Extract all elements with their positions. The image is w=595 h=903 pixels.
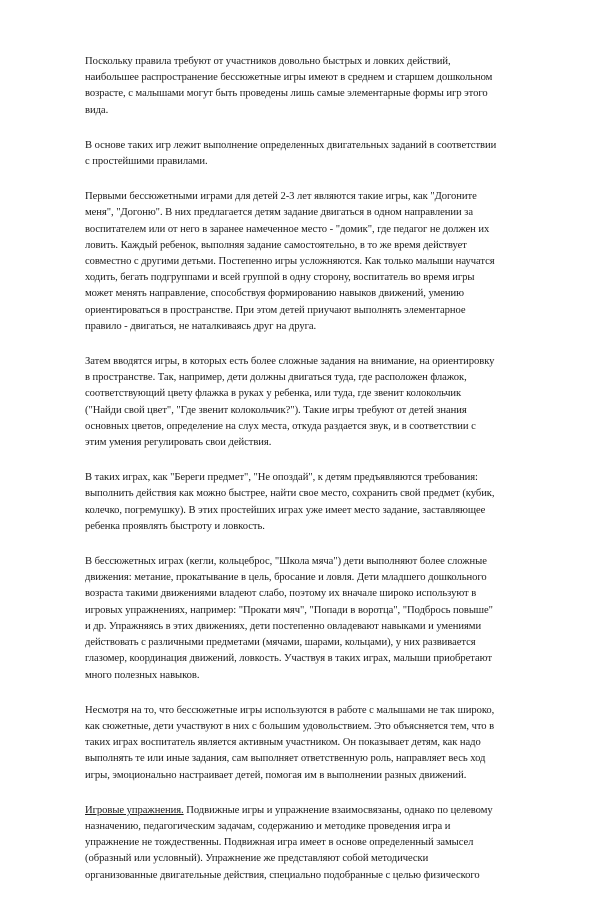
paragraph-2 <box>85 138 553 170</box>
paragraph-1 <box>85 54 553 119</box>
text-line: Затем вводятся игры, в которых есть более сложные задания на внимание, на ориентировку <box>85 356 495 368</box>
text-line: этим умения регулировать свои действия. <box>85 437 272 449</box>
text-line: глазомер, координация движений, ловкость. Участвуя в таких играх, малыши приобретают <box>85 653 492 665</box>
text-line: с простейшими правилами. <box>85 156 208 168</box>
text-line: В таких играх, как "Береги предмет", "Не опоздай", к детям предъявляются требования: <box>85 472 478 484</box>
text-line: игры, эмоционально настраивает детей, помогая им в выполнении разных движений. <box>85 769 467 781</box>
text-line: ходить, бегать подгруппами и всей группой в одну сторону, воспитатель во время игры <box>85 272 475 284</box>
text-line: (образный или условный). Упражнение же представляют собой методически <box>85 853 429 865</box>
text-line: организованные двигательные действия, специально подобранные с целью физического <box>85 869 480 881</box>
text-line: движения: метание, прокатывание в цель, бросание и ловля. Дети младшего дошкольного <box>85 572 487 584</box>
text-line: может менять направление, способствуя формированию навыков движений, умению <box>85 288 464 300</box>
text-line: основных цветов, определение на слух места, откуда раздается звук, и в соответствии с <box>85 420 476 432</box>
paragraph-6 <box>85 554 553 684</box>
text-line: и др. Упражняясь в этих движениях, дети постепенно овладевают навыками и умениями <box>85 620 482 632</box>
text-line: колечко, погремушку). В этих простейших играх уже имеет место задание, заставляющее <box>85 504 486 516</box>
text-line: ориентироваться в пространстве. При этом детей приучают выполнять элементарное <box>85 304 466 316</box>
text-line: В бессюжетных играх (кегли, кольцеброс, "Школа мяча") дети выполняют более сложные <box>85 556 487 568</box>
paragraph-3 <box>85 189 553 335</box>
text-line: выполнять те или иные задания, сам выполняет ответственную роль, направляет весь ход <box>85 753 486 765</box>
text-line: упражнение не тождественны. Подвижная игра имеет в основе определенный замысел <box>85 837 474 849</box>
text-line: вида. <box>85 104 109 116</box>
text-line: Несмотря на то, что бессюжетные игры используются в работе с малышами не так широко, <box>85 704 495 716</box>
document-body <box>85 54 553 903</box>
paragraph-4 <box>85 354 553 451</box>
text-line: действовать с различными предметами (мячами, шарами, кольцами), у них развивается <box>85 637 476 649</box>
text-line: Поскольку правила требуют от участников довольно быстрых и ловких действий, <box>85 56 451 67</box>
text-line: наибольшее распространение бессюжетные игры имеют в среднем и старшем дошкольном <box>85 72 493 84</box>
text-line: много полезных навыков. <box>85 669 200 681</box>
text-fragment: Подвижные игры и упражнение взаимосвязаны, однако по целевому <box>183 804 493 816</box>
paragraph-5 <box>85 470 553 535</box>
text-line: ловить. Каждый ребенок, выполняя задание самостоятельно, в то же время действует <box>85 239 467 251</box>
text-line: ребенка проявлять быстроту и ловкость. <box>85 520 265 532</box>
paragraph-8 <box>85 803 553 884</box>
text-line: Первыми бессюжетными играми для детей 2-3 лет являются такие игры, как "Догоните <box>85 191 477 203</box>
text-line <box>85 803 553 819</box>
text-line: возрасте, с малышами могут быть проведены лишь самые элементарные формы игр этого <box>85 88 488 100</box>
text-line: меня", "Догоню". В них предлагается детям задание двигаться в одном направлении за <box>85 207 473 219</box>
text-line: таких играх воспитатель является активным участником. Он показывает детям, как надо <box>85 737 481 749</box>
text-line: в пространстве. Так, например, дети должны двигаться туда, где расположен флажок, <box>85 372 467 384</box>
text-line: выполнить действия как можно быстрее, найти свое место, сохранить свой предмет (кубик, <box>85 488 495 500</box>
text-line: назначению, педагогическим задачам, содержанию и методике проведения игра и <box>85 820 451 832</box>
text-line: правило - двигаться, не наталкиваясь друг на друга. <box>85 320 317 332</box>
paragraph-7 <box>85 703 553 784</box>
text-line: совместно с другими детьми. Постепенно игры усложняются. Как только малыши научатся <box>85 256 495 268</box>
text-line: В основе таких игр лежит выполнение определенных двигательных заданий в соответствии <box>85 139 497 151</box>
text-line: возраста такими движениями владеют слабо, поэтому их вначале широко используют в <box>85 588 477 600</box>
section-term: Игровые упражнения. <box>85 804 184 816</box>
text-line: как сюжетные, дети участвуют в них с большим удовольствием. Это объясняется тем, что в <box>85 720 495 732</box>
text-line: соответствующий цвету флажка в руках у ребенка, или туда, где звенит колокольчик <box>85 388 462 400</box>
text-line: воспитателем или от него в заранее намеченное место - "домик", где педагог не должен их <box>85 223 490 235</box>
text-line: игровых упражнениях, например: "Прокати мяч", "Попади в воротца", "Подбрось повыше" <box>85 604 493 616</box>
text-line: ("Найди свой цвет", "Где звенит колокольчик?"). Такие игры требуют от детей знания <box>85 404 467 416</box>
